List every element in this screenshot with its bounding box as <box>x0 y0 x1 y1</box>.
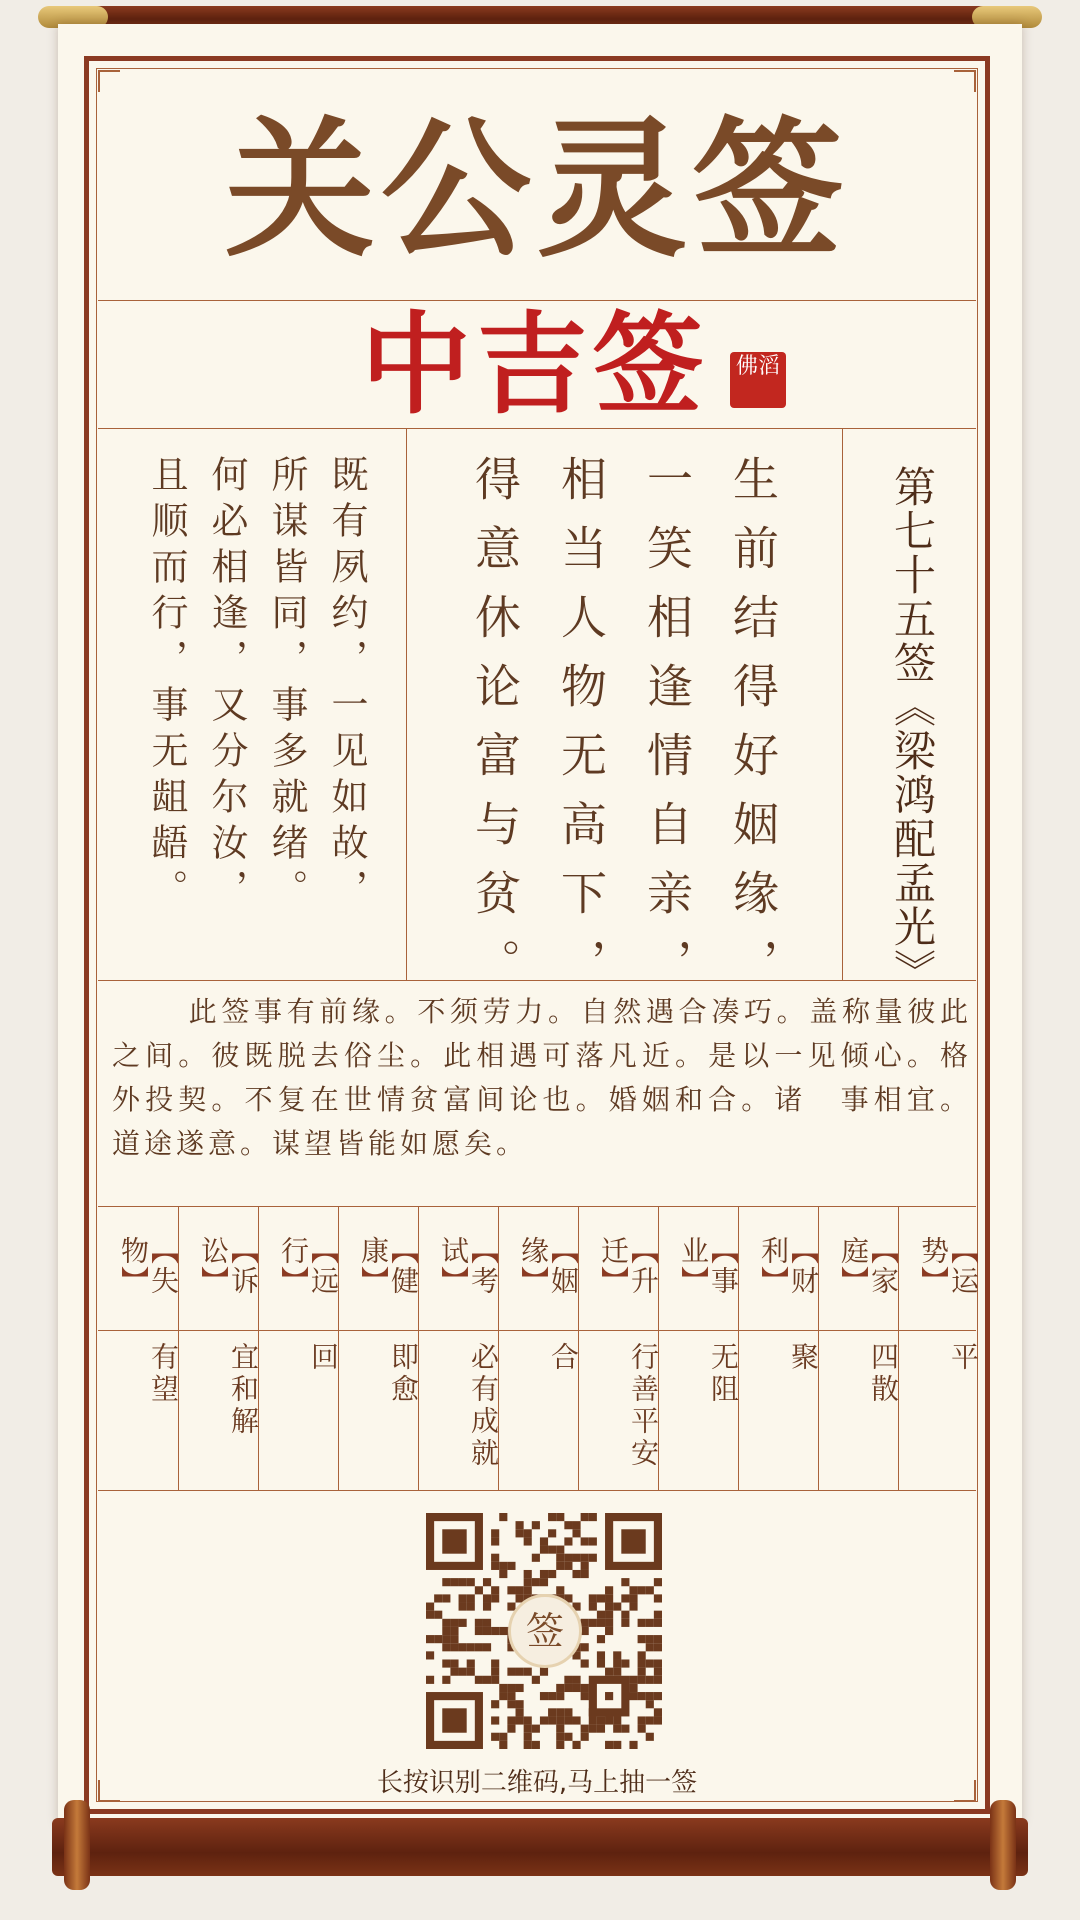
category-label: 【事业】 <box>677 1236 740 1296</box>
classic-poem-line: 何必相逢，又分尔汝， <box>205 455 248 915</box>
verse-line: 得意休论富与贫。 <box>468 455 522 1007</box>
category-label: 【姻缘】 <box>517 1236 580 1296</box>
verse-line: 生前结得好姻缘， <box>726 455 780 1007</box>
category-value: 行善平安 <box>627 1342 660 1470</box>
sign-number: 第七十五签《梁鸿配孟光》 <box>888 465 937 993</box>
verse-line: 相当人物无高下， <box>554 455 608 1007</box>
corner-ornament <box>954 70 976 92</box>
category-value: 回 <box>307 1342 340 1374</box>
category-label: 【家庭】 <box>837 1236 900 1296</box>
rod-knob-left <box>64 1800 90 1890</box>
category-value: 平 <box>947 1342 980 1374</box>
category-label: 【运势】 <box>917 1236 980 1296</box>
category-value: 四散 <box>867 1342 900 1406</box>
divider <box>406 428 407 980</box>
divider <box>98 980 976 981</box>
divider <box>842 428 843 980</box>
seal-stamp: 佛滔 <box>730 352 786 408</box>
divider <box>98 428 976 429</box>
page-title: 关公灵签 <box>224 102 849 278</box>
category-value: 合 <box>547 1342 580 1374</box>
category-value: 聚 <box>787 1342 820 1374</box>
classic-poem-line: 且顺而行，事无龃龉。 <box>145 455 188 915</box>
category-label: 【诉讼】 <box>197 1236 260 1296</box>
divider <box>98 1206 976 1207</box>
category-label: 【考试】 <box>437 1236 500 1296</box>
divider <box>98 1490 976 1491</box>
category-value: 宜和解 <box>227 1342 260 1438</box>
category-value: 无阻 <box>707 1342 740 1406</box>
category-label: 【远行】 <box>277 1236 340 1296</box>
rod-knob-right <box>990 1800 1016 1890</box>
bottom-scroll-rod <box>52 1818 1028 1876</box>
classic-poem-line: 既有夙约，一见如故， <box>325 455 368 915</box>
classic-poem-line: 所谋皆同，事多就绪。 <box>265 455 308 915</box>
divider <box>98 1330 976 1331</box>
explanation-text: 此签事有前缘。不须劳力。自然遇合凑巧。盖称量彼此之间。彼既脱去俗尘。此相遇可落凡近。是以一见倾心。格外投契。不复在世情贫富间论也。婚姻和合。诸 事相宜。道途遂意。谋望皆能如愿矣。 <box>112 995 972 1160</box>
category-value: 有望 <box>147 1342 180 1406</box>
sign-grade: 中吉签 <box>361 301 709 429</box>
category-value: 必有成就 <box>467 1342 500 1470</box>
category-label: 【财利】 <box>757 1236 820 1296</box>
corner-ornament <box>98 70 120 92</box>
qr-caption: 长按识别二维码,马上抽一签 <box>376 1768 698 1798</box>
qr-center-badge: 签 <box>508 1594 582 1668</box>
category-label: 【失物】 <box>117 1236 180 1296</box>
category-label: 【健康】 <box>357 1236 420 1296</box>
verse-line: 一笑相逢情自亲， <box>640 455 694 1007</box>
category-label: 【升迁】 <box>597 1236 660 1296</box>
category-value: 即愈 <box>387 1342 420 1406</box>
